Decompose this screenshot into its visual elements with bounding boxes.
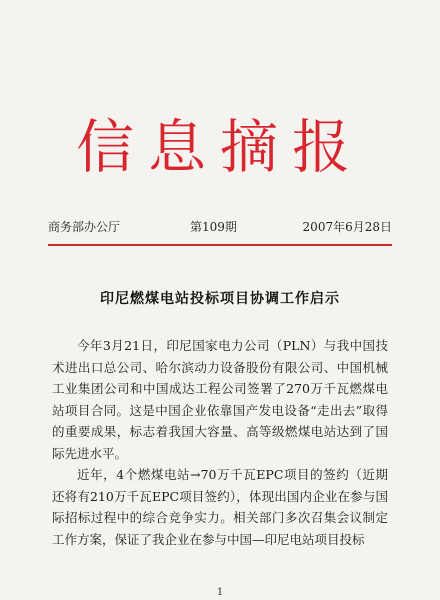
page-number: 1	[216, 587, 224, 598]
issuing-office: 商务部办公厅	[48, 220, 121, 234]
masthead-title: 信息摘报	[75, 113, 364, 181]
issue-line	[48, 218, 392, 234]
body-paragraph: 今年3月21日，印尼国家电力公司（PLN）与我中国技术进出口总公司、哈尔滨动力设备股份有限公司、中国机械工业集团公司和中国成达工程公司签署了270万千瓦燃煤电站项目合同。这是中国企业依靠国产发电设备“走出去”取得的重要成果，标志着我国大容量、高等级燃煤电站达到了国际先进水平。	[52, 338, 388, 461]
red-divider-rule	[48, 244, 392, 246]
issue-number: 第109期	[190, 220, 237, 234]
body-paragraph: 近年，4个燃煤电站→70万千瓦EPC项目的签约（近期还将有210万千瓦EPC项目签约），体现出国内企业在参与国际招标过程中的综合竞争实力。相关部门多次召集会议制定工作方案，保证了我企业在参与中国—印尼电站项目投标	[52, 467, 388, 547]
document-title: 印尼燃煤电站投标项目协调工作启示	[100, 291, 340, 307]
document-body	[52, 335, 388, 550]
issue-date: 2007年6月28日	[302, 220, 392, 234]
